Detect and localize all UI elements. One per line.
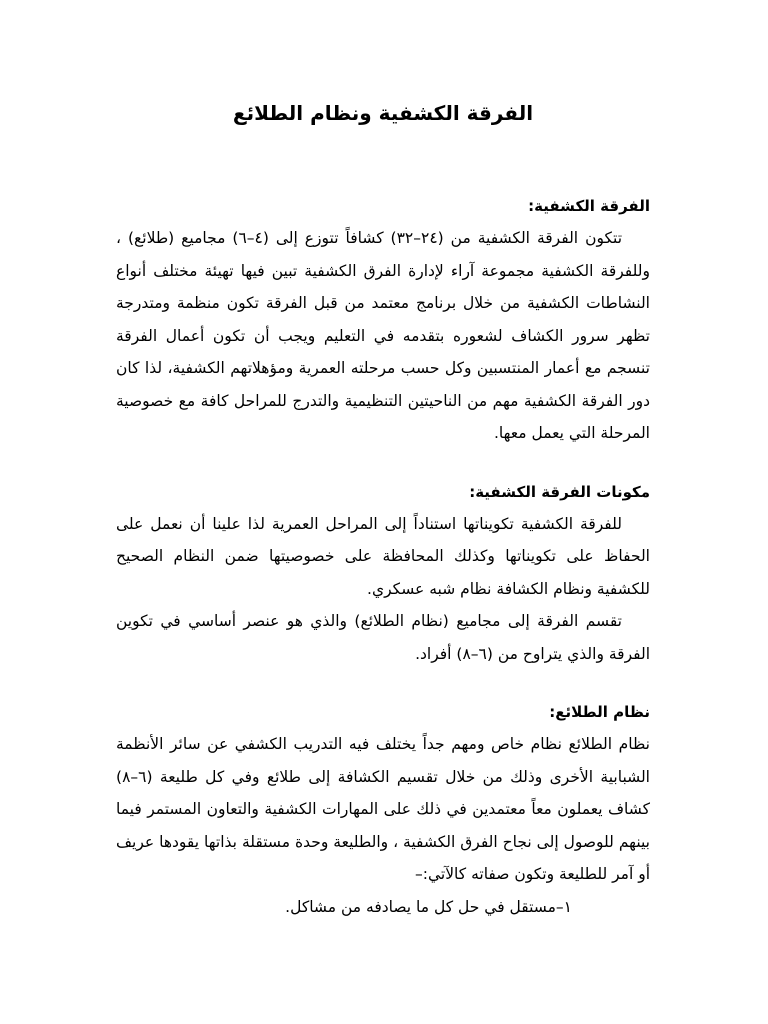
section-heading: مكونات الفرقة الكشفية: — [469, 482, 650, 501]
section-heading: الفرقة الكشفية: — [528, 197, 650, 215]
section-paragraph: تتكون الفرقة الكشفية من (٢٤–٣٢) كشافاً تتوزع إلى (٤–٦) مجاميع (طلائع) ، وللفرقة الكشفية مجموعة آراء لإدارة الفرق الكشفية تبين فيها تهيئة مختلف أنواع النشاطات الكشفية من خلال برنامج معتمد من قبل الفرقة تكون منظمة ومتدرجة تظهر سرور الكشاف لشعوره بتقدمه في التعليم ويجب أن تكون أعمال الفرقة تنسجم مع أعمار المنتسبين وكل حسب مرحلته العمرية ومؤهلاتهم الكشفية، لذا كان دور الفرقة الكشفية مهم من الناحيتين التنظيمية والتدرج للمراحل كافة مع خصوصية المرحلة التي يعمل معها. — [116, 229, 650, 442]
list-item: ١–مستقل في حل كل ما يصادفه من مشاكل. — [285, 897, 572, 916]
section-scout-troop — [116, 190, 650, 450]
section-patrol-system — [116, 696, 650, 923]
section-paragraph: للفرقة الكشفية تكويناتها استناداً إلى المراحل العمرية لذا علينا أن نعمل على الحفاظ على تكويناتها وكذلك المحافظة على خصوصيتها ضمن النظام الصحيح للكشفية ونظام الكشافة نظام شبه عسكري. — [116, 514, 650, 598]
section-heading: نظام الطلائع: — [549, 703, 650, 721]
section-troop-components — [116, 476, 650, 671]
section-paragraph: نظام الطلائع نظام خاص ومهم جداً يختلف فيه التدريب الكشفي عن سائر الأنظمة الشبابية الأخرى وذلك من خلال تقسيم الكشافة إلى طلائع وفي كل طليعة (٦–٨) كشاف يعملون معاً معتمدين في ذلك على المهارات الكشفية والتعاون المستمر فيما بينهم للوصول إلى نجاح الفرق الكشفية ، والطليعة وحدة مستقلة بذاتها يقودها عريف أو آمر للطليعة وتكون صفاته كالآتي:– — [116, 735, 650, 883]
document-title: الفرقة الكشفية ونظام الطلائع — [232, 101, 534, 125]
section-paragraph: تقسم الفرقة إلى مجاميع (نظام الطلائع) والذي هو عنصر أساسي في تكوين الفرقة والذي يتراوح من (٦–٨) أفراد. — [116, 612, 650, 663]
